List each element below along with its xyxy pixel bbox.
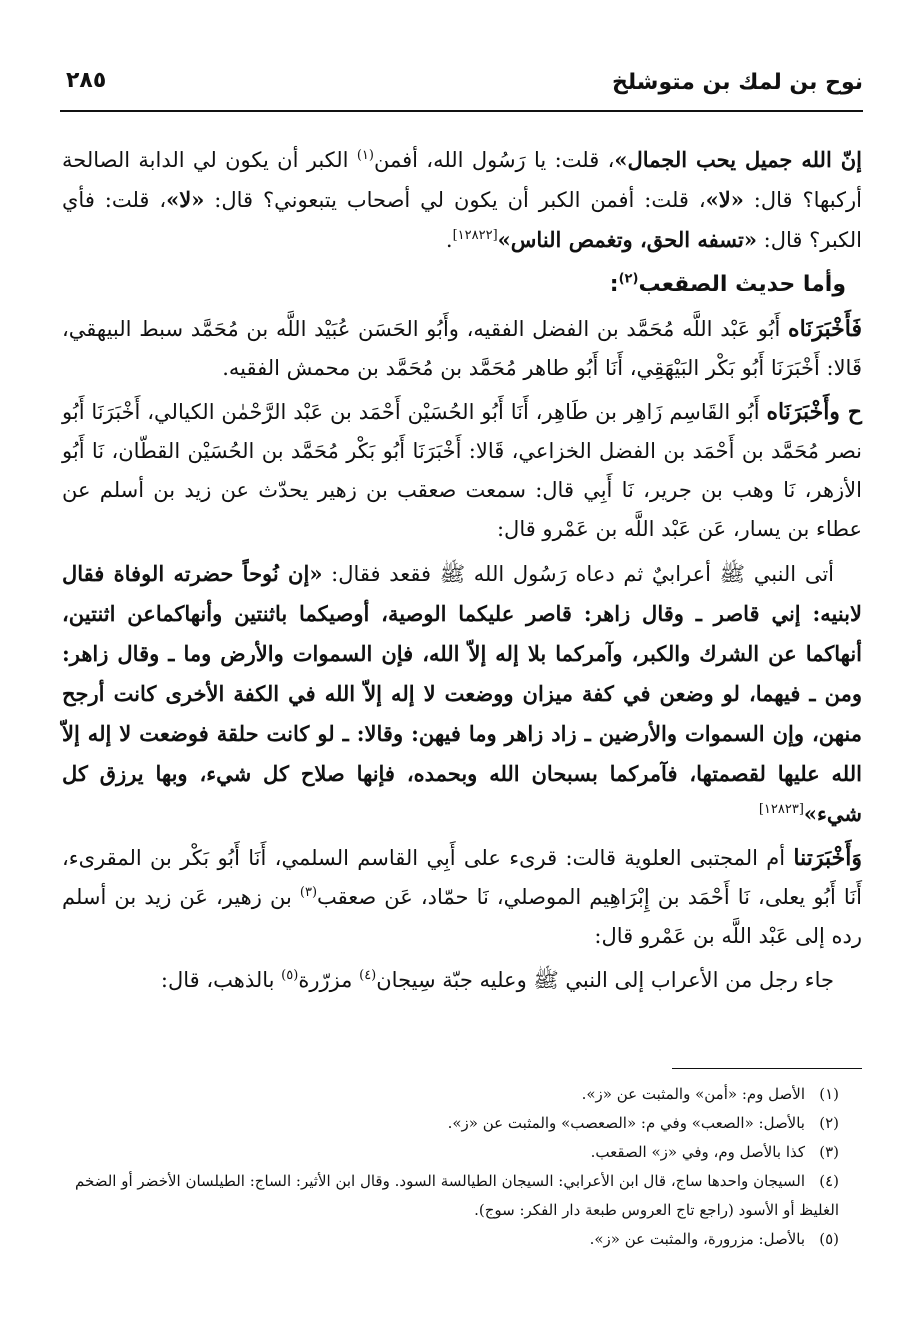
text-run: ، قلت: أفمن الكبر أن يكون لي أصحاب يتبعوني؟ قال: bbox=[204, 188, 706, 212]
footnote-marker: (٣) bbox=[299, 885, 318, 900]
main-text bbox=[62, 140, 862, 1005]
body-paragraph bbox=[62, 393, 862, 549]
footnote-number: (٥) bbox=[819, 1230, 839, 1248]
text-run: أتى النبي ﷺ أعرابيٌ ثم دعاه رَسُول الله ﷺ فقعد فقال: bbox=[322, 562, 835, 586]
footnote bbox=[62, 1225, 839, 1254]
text-run: . bbox=[445, 228, 453, 252]
footnote bbox=[62, 1167, 839, 1225]
footnote-number: (٢) bbox=[819, 1114, 839, 1132]
section-heading bbox=[62, 265, 846, 305]
text-run: أَبُو عَبْد اللَّه مُحَمَّد بن الفضل الفقيه، وأَبُو الحَسَن عُبَيْد اللَّه بن مُحَمَّد سبط البيهقي، قَالا: أَخْبَرَنَا أَبُو بَكْر البَيْهَقِي، أَنَا أَبُو طاهر مُحَمَّد بن مُحَمَّد بن محمش الفقيه. bbox=[62, 317, 862, 380]
hadith-text: «إن نُوحاً حضرته الوفاة فقال لابنيه: إني قاصر ـ وقال زاهر: قاصر عليكما الوصية، أوصيكما باثنتين وأنهاكماعن اثنتين، أنهاكما عن الشرك والكبر، وآمركما بلا إله إلاّ الله، فإن السموات والأرض وما ـ وقال زاهر: ومن ـ فيهما، لو وضعن في كفة ميزان ووضعت لا إله إلاّ الله في الكفة الأخرى كانت أرجح منهن، وإن السموات والأرضين ـ زاد زاهر وما فيهن: وقالا: ـ لو كانت حلقة فوضعت لا إله إلاّ الله عليها لقصمتها، فآمركما بسبحان الله وبحمده، فإنها صلاح كل شيء، وبها يرزق كل شيء» bbox=[62, 561, 862, 826]
footnote-text: الأصل وم: «أمن» والمثبت عن «ز». bbox=[581, 1085, 805, 1103]
body-paragraph bbox=[62, 839, 862, 956]
footnote-number: (٤) bbox=[819, 1172, 839, 1190]
text-run: أَبُو القَاسِم زَاهِر بن طَاهِر، أَنَا أَبُو الحُسَيْن أَحْمَد بن عَبْد الرَّحْمٰن الكيالي، أَخْبَرَنَا أَبُو نصر مُحَمَّد بن أَحْمَد بن الفضل الخزاعي، قَالا: أَخْبَرَنَا أَبُو بَكْر مُحَمَّد بن الحُسَيْن القطّان، نَا أَبُو الأزهر، نَا وهب بن جرير، نَا أَبِي قال: سمعت صعقب بن زهير يحدّث عن زيد بن أسلم عن عطاء بن يسار، عَن عَبْد اللَّه بن عَمْرو قال: bbox=[62, 400, 862, 541]
text-run: وأما حديث الصقعب bbox=[638, 272, 846, 297]
body-paragraph bbox=[62, 554, 862, 834]
header-rule bbox=[60, 110, 863, 112]
body-paragraph bbox=[62, 310, 862, 388]
body-paragraph bbox=[62, 961, 862, 1000]
footnote-marker: (٢) bbox=[618, 271, 639, 287]
footnote-text: كذا بالأصل وم، وفي «ز» الصقعب. bbox=[590, 1143, 805, 1161]
text-run: بن زهير، عَن زيد بن أسلم رده إلى عَبْد اللَّه بن عَمْرو قال: bbox=[62, 885, 862, 948]
footnote-marker: [١٢٨٢٢] bbox=[452, 228, 498, 243]
text-run: بالذهب، قال: bbox=[160, 968, 282, 992]
hadith-text: «لا» bbox=[705, 187, 744, 212]
footnote-text: بالأصل: «الصعب» وفي م: «الصعصب» والمثبت عن «ز». bbox=[447, 1114, 805, 1132]
isnad-keyword: وَأَخْبَرَتنا bbox=[793, 845, 862, 871]
footnote-marker: [١٢٨٢٣] bbox=[758, 802, 804, 817]
footnote bbox=[62, 1138, 839, 1167]
hadith-text: «تسفه الحق، وتغمص الناس» bbox=[497, 227, 757, 252]
footnote-number: (٣) bbox=[819, 1143, 839, 1161]
footnote-separator bbox=[672, 1068, 862, 1069]
text-run: جاء رجل من الأعراب إلى النبي ﷺ وعليه جبّة سِيجان bbox=[376, 968, 834, 992]
body-paragraph bbox=[62, 140, 862, 260]
footnote bbox=[62, 1080, 839, 1109]
hadith-text: إنّ الله جميل يحب الجمال» bbox=[614, 147, 862, 172]
footnote-marker: (١) bbox=[356, 148, 374, 163]
page-number: ٢٨٥ bbox=[66, 68, 107, 93]
footnotes bbox=[62, 1080, 839, 1254]
text-run: ، قلت: فأي الكبر؟ قال: bbox=[62, 188, 862, 252]
text-run: مزرّرة bbox=[298, 968, 360, 992]
isnad-keyword: ح وأَخْبَرَنَاه bbox=[766, 399, 863, 425]
isnad-keyword: فَأَخْبَرَنَاه bbox=[788, 316, 862, 342]
footnote-number: (١) bbox=[819, 1085, 839, 1103]
footnote-marker: (٥) bbox=[281, 968, 299, 983]
footnote-marker: (٤) bbox=[359, 968, 377, 983]
running-title: نوح بن لمك بن متوشلخ bbox=[611, 70, 863, 95]
text-run: أم المجتبى العلوية قالت: قرىء على أَبِي القاسم السلمي، أَنَا أَبُو بَكْر بن المقرىء، أَنَا أَبُو يعلى، نَا أَحْمَد بن إِبْرَاهِيم الموصلي، نَا حمّاد، عَن صعقب bbox=[62, 846, 863, 909]
footnote-text: السيجان واحدها ساج، قال ابن الأعرابي: السيجان الطيالسة السود. وقال ابن الأثير: الساج: الطيلسان الأخضر أو الضخم الغليظ أو الأسود (راجع تاج العروس طبعة دار الفكر: سوج). bbox=[75, 1172, 839, 1219]
hadith-text: «لا» bbox=[166, 187, 205, 212]
footnote-text: بالأصل: مزرورة، والمثبت عن «ز». bbox=[589, 1230, 805, 1248]
page-header bbox=[60, 64, 863, 104]
text-run: ، قلت: يا رَسُول الله، أفمن bbox=[373, 148, 615, 172]
text-run: الكبر أن يكون لي الدابة الصالحة أركبها؟ قال: bbox=[62, 148, 862, 212]
footnote bbox=[62, 1109, 839, 1138]
text-run: : bbox=[609, 272, 619, 297]
